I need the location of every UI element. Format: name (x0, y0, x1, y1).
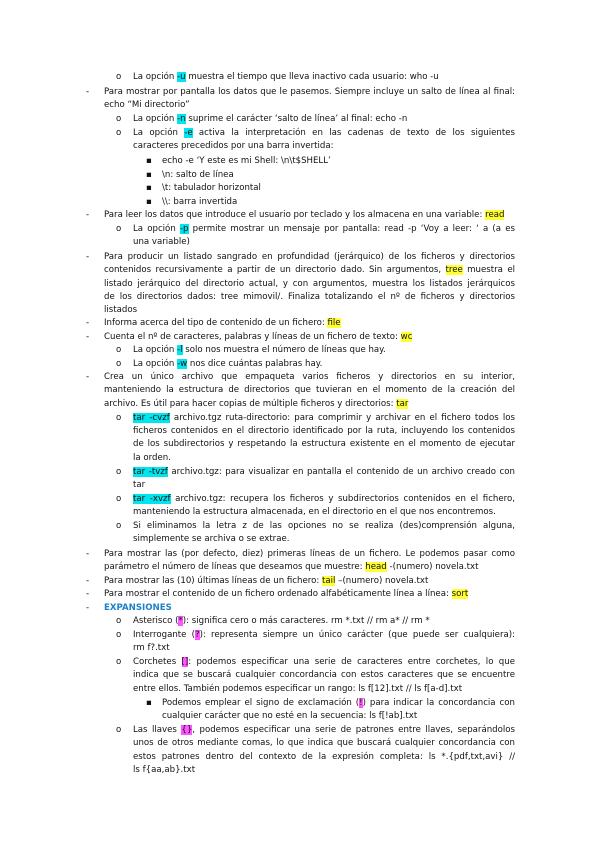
bullet-dash: - (86, 549, 90, 559)
text-line: contenidos recursivamente a partir de un directorio dado. Sin argumentos, tree muestra el (104, 265, 515, 275)
text-line: listado jerárquico del directorio actual, y con argumentos, muestra los listados jerárquicos (104, 279, 515, 289)
text-line: Las llaves {}, podemos especificar una serie de patrones entre llaves, separándolos (133, 725, 516, 735)
text-line: echo “Mi directorio” (104, 100, 190, 110)
text-line: Para producir un listado sangrado en profundidad (jerárquico) de los ficheros y directorios (104, 252, 515, 262)
text-line: simplemente se archiva o se extrae. (133, 534, 290, 544)
bullet-square: ▪ (146, 156, 152, 166)
text-line: Podemos emplear el signo de exclamación (!) para indicar la concordancia con (162, 698, 515, 708)
text-line: la orden. (133, 453, 171, 463)
bullet-dash: - (86, 576, 90, 586)
text-line: estos patrones dentro del contexto de la expresión completa: ls *.{pdf,txt,avi} // (133, 752, 515, 762)
text-line: Informa acerca del tipo de contenido de un fichero: file (104, 318, 341, 328)
text-line: La opción -w nos dice cuántas palabras hay. (133, 359, 323, 369)
text-line: La opción -n suprime el carácter ‘salto de línea’ al final: echo -n (133, 114, 408, 124)
text-line: caracteres precedidos por una barra invertida: (133, 141, 334, 151)
bullet-dash: - (86, 318, 90, 328)
text-line: tar -tvzf archivo.tgz: para visualizar en pantalla el contenido de un archivo creado con (133, 467, 515, 477)
text-line: Crea un único archivo que empaqueta varios ficheros y directorios en su interior, (104, 372, 515, 382)
text-line: La opción -l solo nos muestra el número de líneas que hay. (133, 345, 386, 355)
text-line: La opción -u muestra el tiempo que lleva inactivo cada usuario: who -u (133, 72, 439, 82)
text-line: \n: salto de línea (162, 170, 234, 180)
text-line: ficheros contenidos en el directorio identificado por la ruta, incluyendo los contenidos (133, 426, 515, 436)
text-line: de los subdirectorios y respetando la estructura existente en el momento de ejecutar (133, 439, 515, 449)
bullet-circle: o (116, 345, 122, 355)
text-line: listados (104, 305, 138, 315)
text-line: \\: barra invertida (162, 197, 238, 207)
bullet-circle: o (116, 413, 122, 423)
text-line: tar (133, 480, 146, 490)
bullet-circle: o (116, 657, 122, 667)
bullet-square: ▪ (146, 197, 152, 207)
bullet-circle: o (116, 725, 122, 735)
bullet-dash: - (86, 210, 90, 220)
text-line: Para mostrar las (por defecto, diez) primeras líneas de un fichero. Le podemos pasar como (104, 549, 515, 559)
bullet-circle: o (116, 128, 122, 138)
bullet-circle: o (116, 359, 122, 369)
text-line: \t: tabulador horizontal (162, 183, 261, 193)
bullet-circle: o (116, 114, 122, 124)
bullet-dash: - (86, 87, 90, 97)
text-line: Para mostrar por pantalla los datos que le pasemos. Siempre incluye un salto de línea al final: (104, 87, 515, 97)
text-line: archivo. Es útil para hacer copias de múltiple ficheros y directorios: tar (104, 399, 409, 409)
bullet-circle: o (116, 616, 122, 626)
bullet-dash: - (86, 332, 90, 342)
text-line: echo -e ‘Y este es mi Shell: \n\t$SHELL’ (162, 156, 331, 166)
bullet-dash: - (86, 589, 90, 599)
text-line: parámetro el número de líneas que deseamos que muestre: head -(numero) novela.txt (104, 562, 479, 572)
text-line: Para mostrar las (10) últimas líneas de un fichero: tail –(numero) novela.txt (104, 576, 429, 586)
text-line: indica que se buscará cualquier concordancia con estos caracteres que se encuentre (133, 670, 515, 680)
text-line: unos de otros mediante comas, lo que indica que buscará cualquier concordancia con (133, 738, 515, 748)
text-line: manteniendo la estructura almacenada, en el directorio en el que nos encontremos. (133, 507, 496, 517)
bullet-dash: - (86, 372, 90, 382)
section-heading: EXPANSIONES (104, 603, 172, 613)
text-line: una variable) (133, 237, 190, 247)
text-line: La opción -e activa la interpretación en las cadenas de texto de los siguientes (133, 128, 515, 138)
text-line: de los directorios dados: tree mimovil/. Finaliza totalizando el nº de ficheros y directorios (104, 292, 515, 302)
text-line: Si eliminamos la letra z de las opciones no se realiza (des)comprensión alguna, (133, 521, 515, 531)
text-line: Interrogante (?): representa siempre un único carácter (que puede ser cualquiera): (133, 630, 515, 640)
text-line: entre ellos. También podemos especificar un rango: ls f[12].txt // ls f[a-d].txt (133, 684, 463, 694)
text-line: manteniendo la estructura de directorios que tuvieran en el momento de la creación del (104, 385, 515, 395)
bullet-circle: o (116, 72, 122, 82)
text-line: La opción -p permite mostrar un mensaje por pantalla: read -p ‘Voy a leer: ‘ a (a es (133, 224, 515, 234)
bullet-dash: - (86, 603, 90, 613)
text-line: tar -xvzf archivo.tgz: recupera los ficheros y subdirectorios contenidos en el fichero, (133, 494, 515, 504)
bullet-square: ▪ (146, 183, 152, 193)
bullet-circle: o (116, 521, 122, 531)
bullet-square: ▪ (146, 170, 152, 180)
bullet-circle: o (116, 467, 122, 477)
text-line: ls f{aa,ab}.txt (133, 765, 196, 775)
bullet-circle: o (116, 630, 122, 640)
bullet-square: ▪ (146, 698, 152, 708)
text-line: tar -cvzf archivo.tgz ruta-directorio: para comprimir y archivar en el fichero todos los (133, 413, 515, 423)
text-line: rm f?.txt (133, 643, 170, 653)
bullet-circle: o (116, 224, 122, 234)
bullet-dash: - (86, 252, 90, 262)
text-line: Asterisco (*): significa cero o más caracteres. rm *.txt // rm a* // rm * (133, 616, 430, 626)
text-line: Corchetes []: podemos especificar una serie de caracteres entre corchetes, lo que (133, 657, 515, 667)
text-line: Para leer los datos que introduce el usuario por teclado y los almacena en una variable: read (104, 210, 505, 220)
text-line: cualquier carácter que no esté en la secuencia: ls f[!ab].txt (162, 711, 418, 721)
text-line: Para mostrar el contenido de un fichero ordenado alfabéticamente línea a línea: sort (104, 589, 469, 599)
bullet-circle: o (116, 494, 122, 504)
text-line: Cuenta el nº de caracteres, palabras y líneas de un fichero de texto: wc (104, 332, 413, 342)
